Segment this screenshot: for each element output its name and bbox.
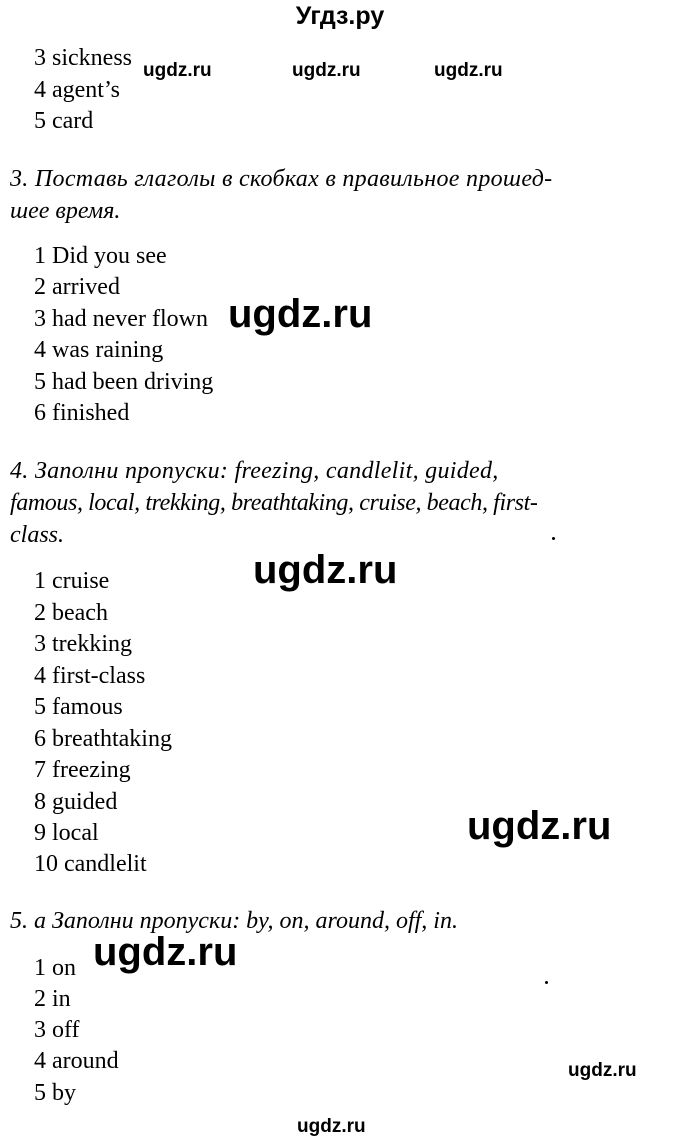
- list-item: 1 Did you see: [34, 243, 167, 269]
- watermark: ugdz.ru: [292, 60, 361, 81]
- list-item: 4 agent’s: [34, 77, 120, 103]
- list-item: 2 arrived: [34, 274, 120, 300]
- task-instruction: famous, local, trekking, breathtaking, cruise, beach, first-: [10, 490, 538, 516]
- list-item: 2 in: [34, 986, 71, 1012]
- watermark: ugdz.ru: [434, 60, 503, 81]
- list-item: 4 first-class: [34, 663, 146, 689]
- list-item: 4 was raining: [34, 337, 164, 363]
- watermark: ugdz.ru: [467, 804, 612, 848]
- list-item: 10 candlelit: [34, 851, 147, 877]
- task-instruction: 5. a Заполни пропуски: by, on, around, off, in.: [10, 908, 458, 934]
- watermark: ugdz.ru: [568, 1060, 637, 1081]
- list-item: 5 by: [34, 1080, 76, 1106]
- list-item: 8 guided: [34, 789, 118, 815]
- watermark: ugdz.ru: [143, 60, 212, 81]
- task-instruction: class.: [10, 522, 64, 548]
- list-item: 3 trekking: [34, 631, 132, 657]
- watermark: ugdz.ru: [93, 930, 238, 974]
- list-item: 2 beach: [34, 600, 108, 626]
- task-instruction: шее время.: [10, 198, 121, 224]
- watermark: ugdz.ru: [297, 1116, 366, 1137]
- task-instruction: 4. Заполни пропуски: freezing, candlelit, guided,: [10, 458, 499, 484]
- list-item: 1 on: [34, 955, 76, 981]
- list-item: 6 finished: [34, 400, 130, 426]
- list-item: 6 breathtaking: [34, 726, 172, 752]
- list-item: 7 freezing: [34, 757, 131, 783]
- list-item: 3 had never flown: [34, 306, 208, 332]
- list-item: 9 local: [34, 820, 99, 846]
- list-item: 3 off: [34, 1017, 80, 1043]
- speck-mark: [545, 981, 548, 984]
- list-item: 5 card: [34, 108, 94, 134]
- watermark: ugdz.ru: [253, 548, 398, 592]
- page-header: Угдз.ру: [295, 2, 385, 30]
- list-item: 1 cruise: [34, 568, 110, 594]
- list-item: 4 around: [34, 1048, 119, 1074]
- watermark: ugdz.ru: [228, 292, 373, 336]
- task-instruction: 3. Поставь глаголы в скобках в правильное прошед-: [10, 166, 553, 192]
- speck-mark: [552, 537, 555, 540]
- list-item: 5 had been driving: [34, 369, 214, 395]
- list-item: 3 sickness: [34, 45, 132, 71]
- list-item: 5 famous: [34, 694, 123, 720]
